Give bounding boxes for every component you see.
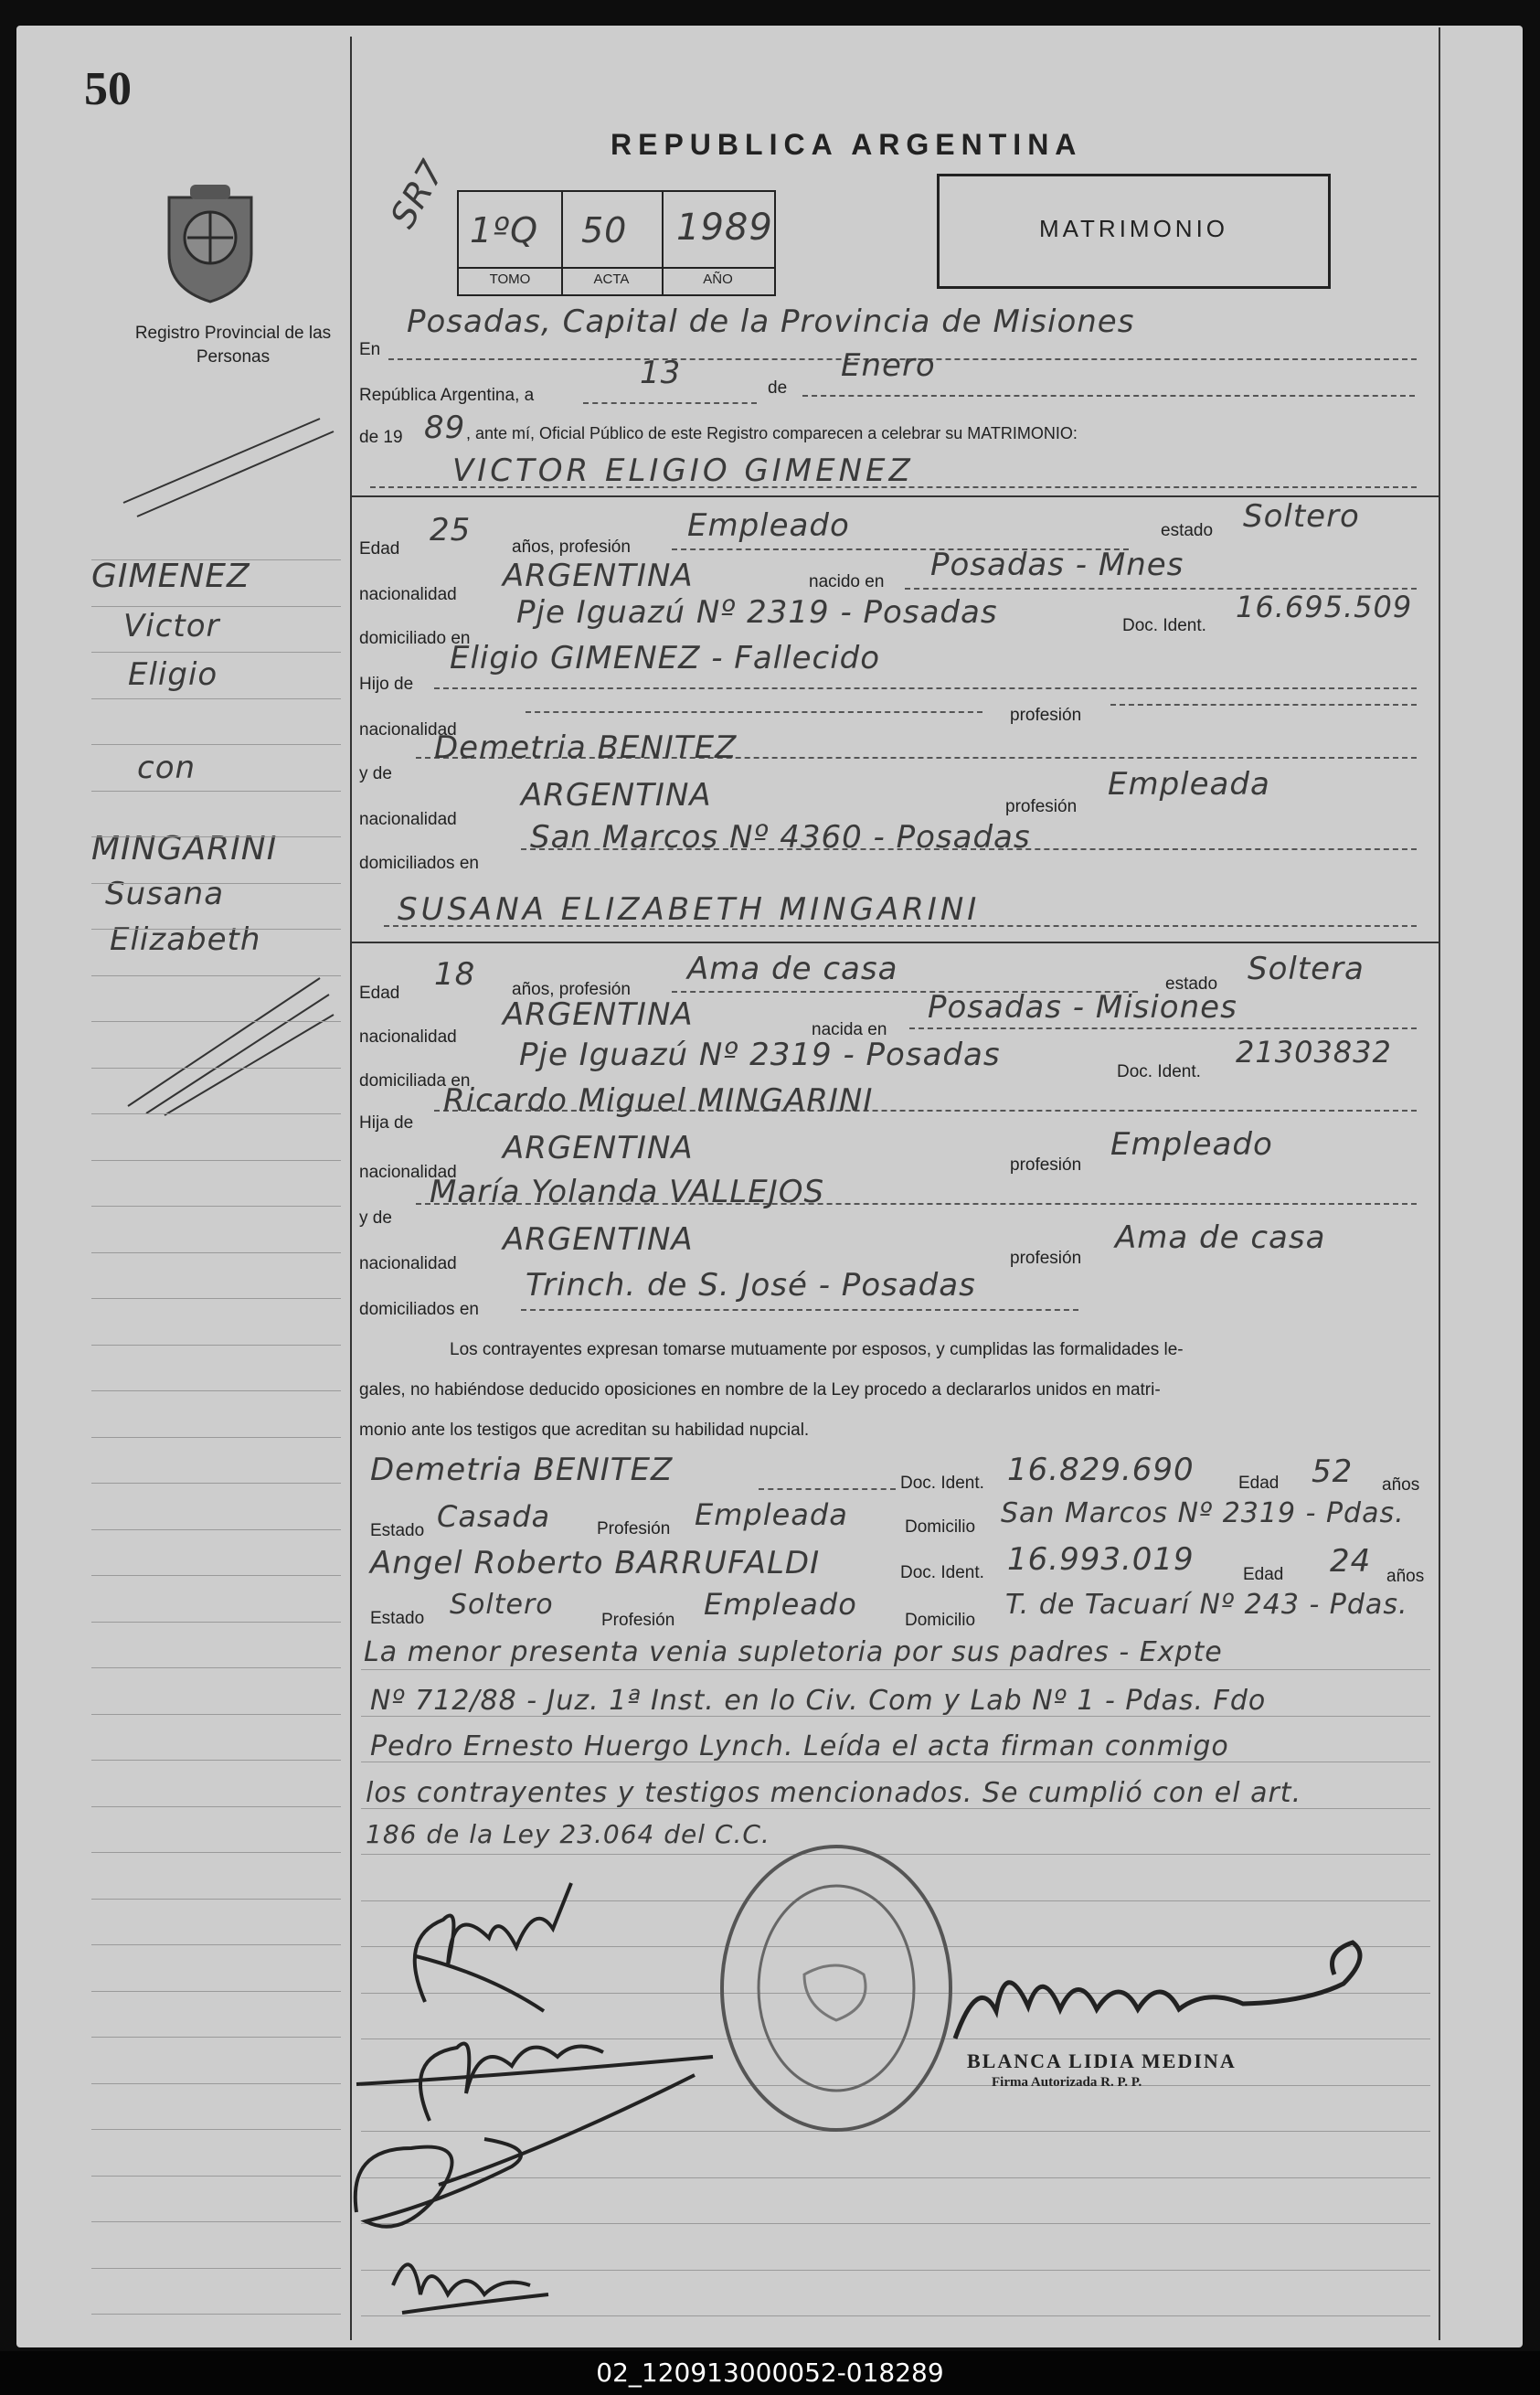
bride-father-nationality: ARGENTINA <box>503 1130 694 1166</box>
bride-age: 18 <box>434 956 476 993</box>
declaration-line-2: gales, no habiéndose deducido oposiciones en nombre de la Ley procedo a declararlos unidos en matri- <box>359 1380 1161 1400</box>
margin-rule-line <box>91 1113 341 1114</box>
margin-rule-line <box>91 1991 341 1992</box>
margin-rule-line <box>91 2314 341 2315</box>
ceremony-day: 13 <box>640 355 682 391</box>
margin-rule-line <box>91 1622 341 1623</box>
margin-cross-strokes <box>110 402 347 558</box>
body-rule-line <box>361 1669 1430 1670</box>
bride-doc: 21303832 <box>1236 1035 1392 1070</box>
margin-groom-surname: GIMENEZ <box>91 558 250 595</box>
record-box <box>457 190 776 296</box>
margin-rule-line <box>91 1390 341 1391</box>
margin-rule-line <box>91 1160 341 1161</box>
margin-rule-line <box>91 1252 341 1253</box>
note-line-1: La menor presenta venia supletoria por sus padres - Expte <box>364 1636 1223 1668</box>
margin-rule-line <box>91 2037 341 2038</box>
bride-address: Pje Iguazú Nº 2319 - Posadas <box>519 1037 1001 1073</box>
margin-con: con <box>137 750 196 786</box>
witness-1-doc: 16.829.690 <box>1007 1452 1195 1488</box>
ceremony-statement: , ante mí, Oficial Público de este Registro comparecen a celebrar su MATRIMONIO: <box>466 424 1078 442</box>
margin-rule-line <box>91 1667 341 1668</box>
bride-father: Ricardo Miguel MINGARINI <box>443 1082 874 1119</box>
ano-value: 1989 <box>676 207 773 249</box>
margin-rule-line <box>91 1852 341 1853</box>
groom-mother-profession: Empleada <box>1108 766 1270 803</box>
bride-profession: Ama de casa <box>687 951 898 987</box>
margin-rule-line <box>91 2221 341 2222</box>
document-type: MATRIMONIO <box>1038 215 1229 242</box>
ceremony-year: 89 <box>424 410 466 446</box>
margin-rule-line <box>91 1483 341 1484</box>
margin-rule-line <box>91 1714 341 1715</box>
official-name: BLANCA LIDIA MEDINA <box>967 2049 1237 2072</box>
margin-rule-line <box>91 1206 341 1207</box>
margin-rule-line <box>91 2176 341 2177</box>
registry-name: Registro Provincial de las Personas <box>134 324 332 367</box>
bride-mother-nationality: ARGENTINA <box>503 1221 694 1258</box>
registry-seal-icon <box>155 181 265 304</box>
groom-full-name: VICTOR ELIGIO GIMENEZ <box>452 452 914 489</box>
document-type-box <box>937 174 1331 289</box>
groom-mother: Demetria BENITEZ <box>434 729 738 766</box>
margin-rule-line <box>91 1021 341 1022</box>
acta-label: ACTA <box>593 271 630 287</box>
tomo-label: TOMO <box>489 271 531 287</box>
bride-parents-address: Trinch. de S. José - Posadas <box>526 1267 976 1304</box>
groom-birthplace: Posadas - Mnes <box>930 547 1184 583</box>
margin-rule-line <box>91 2268 341 2269</box>
margin-rule-line <box>91 836 341 837</box>
margin-rule-line <box>91 1345 341 1346</box>
acta-value: 50 <box>581 210 628 250</box>
bride-birthplace: Posadas - Misiones <box>928 989 1237 1026</box>
witness-1-address: San Marcos Nº 2319 - Pdas. <box>1001 1497 1405 1529</box>
margin-divider <box>350 37 352 2340</box>
note-line-4: los contrayentes y testigos mencionados. Se cumplió con el art. <box>366 1777 1302 1809</box>
margin-rule-line <box>91 1529 341 1530</box>
page-number: 50 <box>84 63 132 115</box>
ceremony-place: Posadas, Capital de la Provincia de Misiones <box>407 303 1135 340</box>
margin-groom-first-name: Victor <box>123 608 220 644</box>
margin-cross-strokes <box>110 960 347 1143</box>
ceremony-month: Enero <box>841 347 936 384</box>
margin-rule-line <box>91 2083 341 2084</box>
margin-groom-second-name: Eligio <box>128 656 218 693</box>
right-border <box>1439 27 1440 2340</box>
note-line-5: 186 de la Ley 23.064 del C.C. <box>366 1819 770 1849</box>
note-line-3: Pedro Ernesto Huergo Lynch. Leída el acta firman conmigo <box>370 1730 1229 1762</box>
bride-full-name: SUSANA ELIZABETH MINGARINI <box>398 891 981 928</box>
bride-father-profession: Empleado <box>1110 1126 1273 1163</box>
bride-mother-profession: Ama de casa <box>1115 1219 1326 1256</box>
bride-mother: María Yolanda VALLEJOS <box>430 1174 825 1210</box>
margin-rule-line <box>91 606 341 607</box>
witness-1-age: 52 <box>1312 1453 1354 1490</box>
tomo-value: 1ºQ <box>470 210 538 250</box>
margin-rule-line <box>91 559 341 560</box>
groom-doc: 16.695.509 <box>1236 590 1413 624</box>
margin-rule-line <box>91 744 341 745</box>
margin-rule-line <box>91 1298 341 1299</box>
margin-rule-line <box>91 1899 341 1900</box>
witness-2-profession: Empleado <box>704 1587 857 1622</box>
ano-label: AÑO <box>703 271 733 287</box>
margin-bride-surname: MINGARINI <box>91 830 278 868</box>
margin-rule-line <box>91 1944 341 1945</box>
groom-father: Eligio GIMENEZ - Fallecido <box>450 640 881 676</box>
witness-2-doc: 16.993.019 <box>1007 1541 1195 1578</box>
document-title: REPUBLICA ARGENTINA <box>611 128 1083 161</box>
margin-rule-line <box>91 1806 341 1807</box>
witness-2-name: Angel Roberto BARRUFALDI <box>370 1545 821 1581</box>
body-rule-line <box>361 1808 1430 1809</box>
groom-age: 25 <box>430 512 472 548</box>
groom-profession: Empleado <box>687 507 850 544</box>
note-line-2: Nº 712/88 - Juz. 1ª Inst. en lo Civ. Com y Lab Nº 1 - Pdas. Fdo <box>370 1685 1267 1717</box>
witness-2-age: 24 <box>1330 1543 1372 1580</box>
official-seal-stamp <box>713 1837 960 2139</box>
bride-nationality: ARGENTINA <box>503 996 694 1033</box>
marginal-note: SR7 <box>382 153 453 235</box>
margin-bride-first-name: Susana <box>105 876 225 912</box>
official-title: Firma Autorizada R. P. P. <box>992 2075 1142 2090</box>
witness-2-estado: Soltero <box>450 1589 554 1621</box>
margin-rule-line <box>91 1760 341 1761</box>
witness-1-profession: Empleada <box>695 1497 848 1532</box>
footer-id-bar: 02_120913000052-018289 <box>0 2351 1540 2395</box>
margin-bride-second-name: Elizabeth <box>110 921 261 958</box>
groom-nationality: ARGENTINA <box>503 558 694 594</box>
margin-rule-line <box>91 1437 341 1438</box>
margin-rule-line <box>91 1575 341 1576</box>
margin-rule-line <box>91 652 341 653</box>
body-rule-line <box>361 1716 1430 1717</box>
bride-estado: Soltera <box>1248 951 1365 987</box>
witness-1-name: Demetria BENITEZ <box>370 1452 674 1488</box>
margin-rule-line <box>91 1068 341 1069</box>
signature-witness-2 <box>375 2230 576 2331</box>
groom-estado: Soltero <box>1243 498 1360 535</box>
margin-rule-line <box>91 698 341 699</box>
witness-2-address: T. de Tacuarí Nº 243 - Pdas. <box>1005 1589 1408 1621</box>
margin-rule-line <box>91 791 341 792</box>
groom-address: Pje Iguazú Nº 2319 - Posadas <box>516 594 998 631</box>
margin-rule-line <box>91 929 341 930</box>
groom-mother-nationality: ARGENTINA <box>521 777 712 814</box>
signature-official <box>941 1901 1417 2066</box>
witness-1-estado: Casada <box>437 1499 551 1534</box>
declaration-line-3: monio ante los testigos que acreditan su habilidad nupcial. <box>359 1421 810 1440</box>
margin-rule-line <box>91 883 341 884</box>
margin-rule-line <box>91 2129 341 2130</box>
declaration-line-1: Los contrayentes expresan tomarse mutuamente por esposos, y cumplidas las formalidades le- <box>450 1340 1184 1359</box>
margin-rule-line <box>91 975 341 976</box>
groom-parents-address: San Marcos Nº 4360 - Posadas <box>530 819 1031 856</box>
